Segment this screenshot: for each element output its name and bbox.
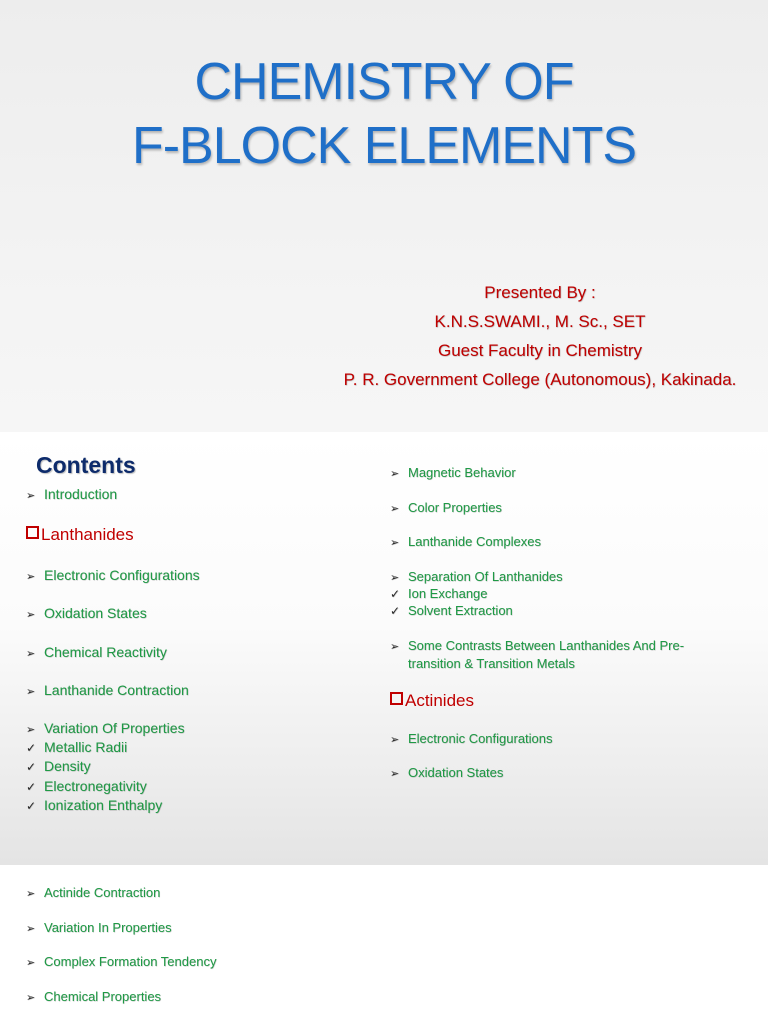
arrow-bullet-icon: ➢ — [390, 572, 400, 584]
arrow-bullet-icon: ➢ — [390, 734, 400, 746]
check-bullet-icon: ✓ — [26, 799, 37, 813]
arrow-bullet-icon: ➢ — [26, 724, 36, 736]
list-item-continuation: transition & Transition Metals — [408, 656, 575, 671]
list-item: ➢ Introduction — [26, 485, 117, 505]
contents-heading: Contents — [36, 452, 136, 478]
check-bullet-icon: ✓ — [26, 741, 37, 755]
square-bullet-icon — [26, 526, 39, 539]
contents-slide — [0, 432, 768, 865]
list-sub-item: ✓ Ion Exchange — [390, 586, 488, 601]
list-item: ➢ Oxidation States — [26, 604, 147, 624]
list-item: ➢ Oxidation States — [390, 764, 503, 783]
arrow-bullet-icon: ➢ — [390, 537, 400, 549]
arrow-bullet-icon: ➢ — [390, 641, 400, 653]
square-bullet-icon — [390, 692, 403, 705]
check-bullet-icon: ✓ — [390, 587, 401, 601]
list-sub-item: ✓ Solvent Extraction — [390, 603, 513, 618]
check-bullet-icon: ✓ — [26, 760, 37, 774]
check-bullet-icon: ✓ — [26, 780, 37, 794]
list-item: ➢ Electronic Configurations — [390, 730, 553, 749]
arrow-bullet-icon: ➢ — [26, 571, 36, 583]
list-sub-item: ✓ Electronegativity — [26, 778, 147, 794]
list-item: ➢ Lanthanide Contraction — [26, 681, 189, 701]
title-line-2: F-BLOCK ELEMENTS — [131, 117, 637, 175]
arrow-bullet-icon: ➢ — [26, 888, 36, 900]
presenter-name: K.N.S.SWAMI., M. Sc., SET — [434, 312, 646, 331]
presenter-college: P. R. Government College (Autonomous), Kakinada. — [343, 370, 737, 389]
list-item: ➢ Color Properties — [390, 499, 502, 518]
list-item: ➢ Complex Formation Tendency — [26, 953, 216, 972]
list-item: ➢ Variation In Properties — [26, 919, 172, 938]
check-bullet-icon: ✓ — [390, 604, 401, 618]
list-item: ➢ Lanthanide Complexes — [390, 533, 541, 552]
arrow-bullet-icon: ➢ — [390, 468, 400, 480]
list-sub-item: ✓ Density — [26, 758, 91, 774]
presented-by-label: Presented By : — [484, 283, 596, 302]
arrow-bullet-icon: ➢ — [26, 957, 36, 969]
presenter-block — [300, 278, 768, 394]
title-slide — [0, 0, 768, 432]
arrow-bullet-icon: ➢ — [26, 992, 36, 1004]
arrow-bullet-icon: ➢ — [26, 923, 36, 935]
arrow-bullet-icon: ➢ — [26, 609, 36, 621]
list-item: ➢ Magnetic Behavior — [390, 464, 516, 483]
arrow-bullet-icon: ➢ — [390, 503, 400, 515]
title-line-1: CHEMISTRY OF — [194, 53, 574, 111]
list-item: ➢ Chemical Reactivity — [26, 643, 167, 663]
list-item: ➢ Electronic Configurations — [26, 566, 200, 586]
list-item: ➢ Some Contrasts Between Lanthanides And Pre- — [390, 637, 684, 656]
list-sub-item: ✓ Ionization Enthalpy — [26, 797, 163, 813]
contents-slide-continued — [0, 865, 768, 1024]
arrow-bullet-icon: ➢ — [390, 768, 400, 780]
section-actinides: Actinides — [390, 691, 474, 711]
arrow-bullet-icon: ➢ — [26, 686, 36, 698]
arrow-bullet-icon: ➢ — [26, 490, 36, 502]
list-item: ➢ Actinide Contraction — [26, 884, 160, 903]
list-item: ➢ Chemical Properties — [26, 988, 161, 1007]
presenter-role: Guest Faculty in Chemistry — [437, 341, 643, 360]
arrow-bullet-icon: ➢ — [26, 648, 36, 660]
list-item: ➢ Separation Of Lanthanides — [390, 568, 563, 587]
list-sub-item: ✓ Metallic Radii — [26, 739, 128, 755]
list-item: ➢ Variation Of Properties — [26, 719, 185, 739]
section-lanthanides: Lanthanides — [26, 525, 134, 545]
